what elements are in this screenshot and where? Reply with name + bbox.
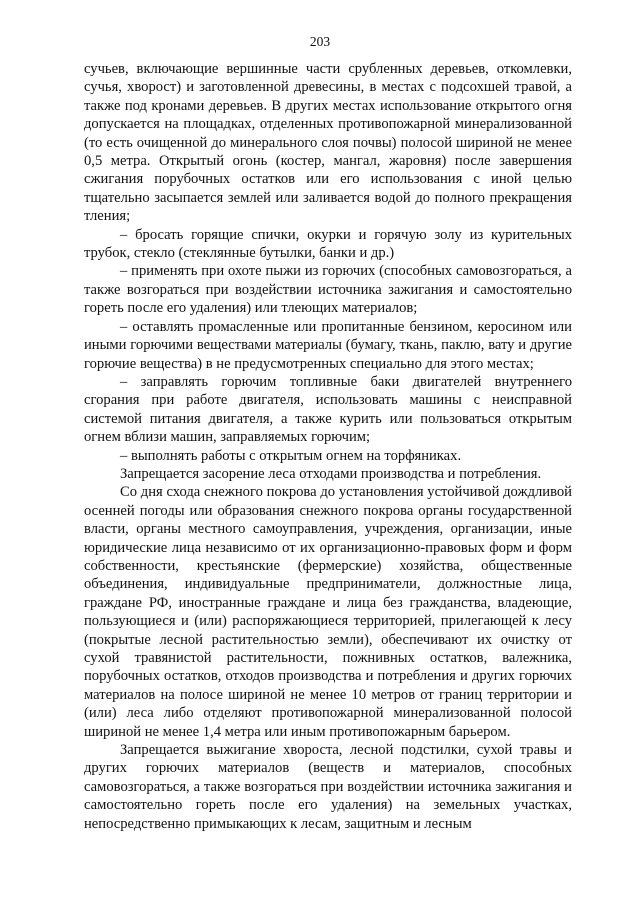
list-item: – оставлять промасленные или пропитанные бензином, керосином или иными горючими веществами материалы (бумагу, ткань, паклю, вату и другие горючие вещества) в не предусмотренных специально для этого местах;	[84, 318, 572, 372]
paragraph: Со дня схода снежного покрова до установления устойчивой дождливой осенней погоды или образования снежного покрова органы государственной власти, органы местного самоуправления, учреждения, организации, иные юридические лица независимо от их организационно-правовых форм и форм собственности, крестьянские (фермерские) хозяйства, общественные объединения, индивидуальные предприниматели, должностные лица, граждане РФ, иностранные граждане и лица без гражданства, владеющие, пользующиеся и (или) распоряжающиеся территорией, прилегающей к лесу (покрытые лесной растительностью земли), обеспечивают их очистку от сухой травянистой растительности, пожнивных остатков, валежника, порубочных остатков, отходов производства и потребления и других горючих материалов на полосе шириной не менее 10 метров от границ территории и (или) леса либо отделяют противопожарной минерализованной полосой шириной не менее 1,4 метра или иным противопожарным барьером.	[84, 484, 572, 740]
page-number: 203	[309, 34, 331, 49]
paragraph: Запрещается засорение леса отходами производства и потребления.	[120, 465, 542, 482]
paragraph: Запрещается выжигание хворостa, лесной подстилки, сухой травы и других горючих материалов (веществ и материалов, способных самовозгораться, а также возгораться при воздействии источника зажигания и самостоятельно гореть после его удаления) на земельных участках, непосредственно примыкающих к лесам, защитным и лесным	[84, 742, 572, 832]
list-item: – выполнять работы с открытым огнем на торфяниках.	[120, 447, 462, 464]
list-item: – заправлять горючим топливные баки двигателей внутреннего сгорания при работе двигателя, использовать машины с неисправной системой питания двигателя, а также курить или пользоваться открытым огнем вблизи машин, заправляемых горючим;	[84, 373, 572, 446]
list-item: – бросать горящие спички, окурки и горячую золу из курительных трубок, стекло (стеклянные бутылки, банки и др.)	[84, 226, 572, 262]
document-body	[84, 60, 572, 833]
list-item: – применять при охоте пыжи из горючих (способных самовозгораться, а также возгораться при воздействии источника зажигания и самостоятельно гореть после его удаления) или тлеющих материалов;	[84, 263, 572, 317]
paragraph-continuation: сучьев, включающие вершинные части срубленных деревьев, откомлевки, сучья, хворост) и заготовленной древесины, в местах с подсохшей травой, а также под кронами деревьев. В других местах использование открытого огня допускается на площадках, отделенных противопожарной минерализованной (то есть очищенной до минерального слоя почвы) полосой шириной не менее 0,5 метра. Открытый огонь (костер, мангал, жаровня) после завершения сжигания порубочных остатков или его использования с иной целью тщательно засыпается землей или заливается водой до полного прекращения тления;	[84, 61, 572, 225]
